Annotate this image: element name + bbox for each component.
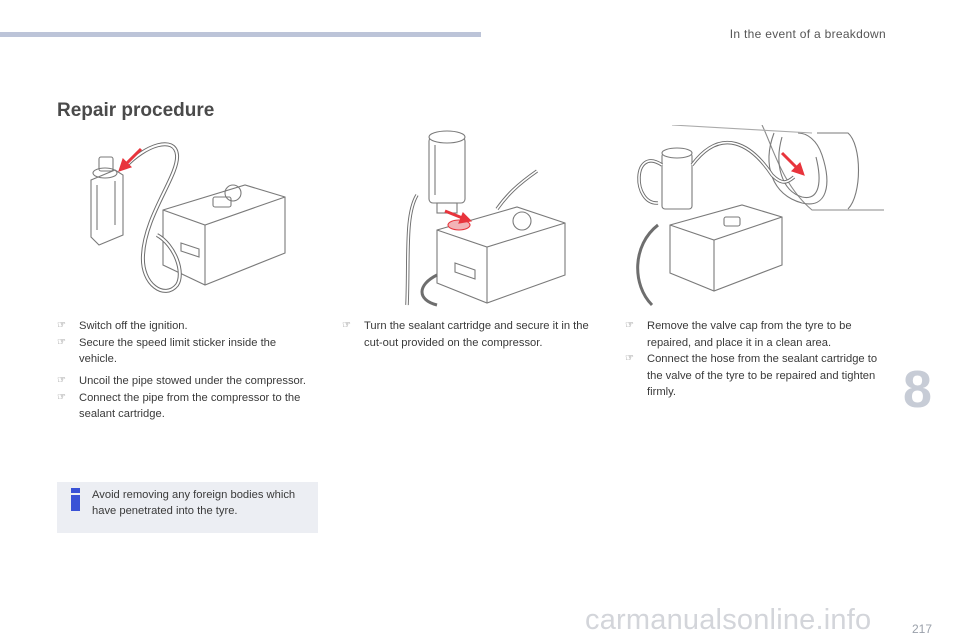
pointing-hand-icon: ☞ — [57, 320, 66, 331]
pointing-hand-icon: ☞ — [625, 320, 634, 331]
compressor-illustration — [85, 125, 290, 305]
steps-column-2 — [342, 318, 600, 351]
section-title: In the event of a breakdown — [729, 27, 886, 41]
list-item: ☞ Switch off the ignition. — [57, 318, 307, 335]
page-title: Repair procedure — [57, 100, 215, 121]
steps-column-3 — [625, 318, 880, 401]
steps-column-1-part-b — [57, 373, 315, 423]
watermark: carmanualsonline.info — [585, 604, 872, 636]
pointing-hand-icon: ☞ — [57, 336, 66, 348]
tyre-valve-illustration — [622, 125, 884, 307]
list-item: ☞ Connect the pipe from the compressor to the sealant cartridge. — [57, 391, 301, 420]
list-item: ☞ Uncoil the pipe stowed under the compressor. — [57, 373, 315, 390]
chapter-number: 8 — [903, 361, 932, 419]
info-note-text: Avoid removing any foreign bodies which have penetrated into the tyre. — [92, 489, 296, 517]
pointing-hand-icon: ☞ — [342, 320, 351, 331]
list-item: ☞ Connect the hose from the sealant cartridge to the valve of the tyre to be repaired and tighten firmly. — [625, 353, 878, 398]
cartridge-illustration — [397, 125, 572, 307]
list-item: ☞ Remove the valve cap from the tyre to be repaired, and place it in a clean area. — [625, 320, 852, 349]
header-accent-bar — [0, 32, 481, 37]
info-note — [57, 482, 318, 533]
page-number: 217 — [912, 622, 933, 636]
list-item: ☞ Turn the sealant cartridge and secure it in the cut-out provided on the compressor. — [342, 320, 589, 349]
pointing-hand-icon: ☞ — [57, 375, 66, 386]
list-item: ☞ Secure the speed limit sticker inside the vehicle. — [57, 336, 277, 365]
pointing-hand-icon: ☞ — [57, 391, 66, 403]
info-icon — [70, 488, 81, 511]
steps-column-1-part-a — [57, 318, 307, 368]
pointing-hand-icon: ☞ — [625, 353, 634, 364]
